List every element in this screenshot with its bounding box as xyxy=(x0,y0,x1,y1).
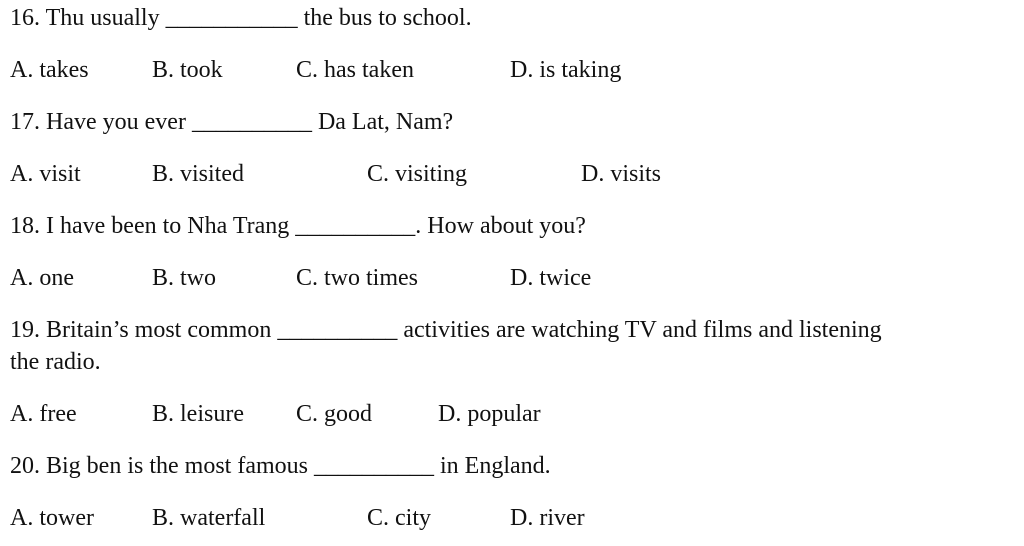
option-a: A. tower xyxy=(10,505,94,531)
option-d: D. river xyxy=(510,505,585,531)
option-b: B. leisure xyxy=(152,401,244,427)
option-c: C. city xyxy=(367,505,431,531)
option-a: A. free xyxy=(10,401,77,427)
question-number: 19. xyxy=(10,317,40,343)
question-17 xyxy=(10,107,453,137)
option-d: D. twice xyxy=(510,265,592,291)
option-b: B. took xyxy=(152,57,223,83)
question-19 xyxy=(10,315,882,345)
option-b: B. waterfall xyxy=(152,505,266,531)
option-c: C. two times xyxy=(296,265,419,291)
question-stem-before: Big ben is the most famous xyxy=(46,453,308,479)
question-stem-before: Thu usually xyxy=(45,5,160,31)
option-a: A. visit xyxy=(10,161,81,187)
option-c: C. good xyxy=(296,401,373,427)
answer-blank: __________ xyxy=(313,453,434,479)
question-number: 18. xyxy=(10,213,40,239)
answer-blank: ___________ xyxy=(165,5,298,31)
option-a: A. one xyxy=(10,265,74,291)
option-a: A. takes xyxy=(10,57,89,83)
answer-blank: __________ xyxy=(277,317,398,343)
option-b: B. visited xyxy=(152,161,245,187)
option-d: D. visits xyxy=(581,161,662,187)
option-c: C. has taken xyxy=(296,57,414,83)
question-stem-before: Have you ever xyxy=(46,109,186,135)
answer-blank: __________ xyxy=(191,109,312,135)
question-18 xyxy=(10,211,586,241)
question-stem-before: Britain’s most common xyxy=(46,317,272,343)
question-stem-before: I have been to Nha Trang xyxy=(46,213,290,239)
option-b: B. two xyxy=(152,265,217,291)
question-stem-after: in England. xyxy=(439,453,551,479)
question-stem-after: Da Lat, Nam? xyxy=(317,109,454,135)
question-stem-after: the bus to school. xyxy=(303,5,472,31)
question-stem-after: . How about you? xyxy=(415,213,586,239)
question-stem-after: activities are watching TV and films and listening xyxy=(403,317,882,343)
question-number: 16. xyxy=(10,5,40,31)
option-d: D. popular xyxy=(438,401,541,427)
question-16 xyxy=(10,3,472,33)
option-c: C. visiting xyxy=(367,161,468,187)
answer-blank: __________ xyxy=(295,213,416,239)
question-number: 20. xyxy=(10,453,40,479)
option-d: D. is taking xyxy=(510,57,622,83)
question-19-continuation: the radio. xyxy=(10,349,101,375)
question-20 xyxy=(10,451,551,481)
question-number: 17. xyxy=(10,109,40,135)
